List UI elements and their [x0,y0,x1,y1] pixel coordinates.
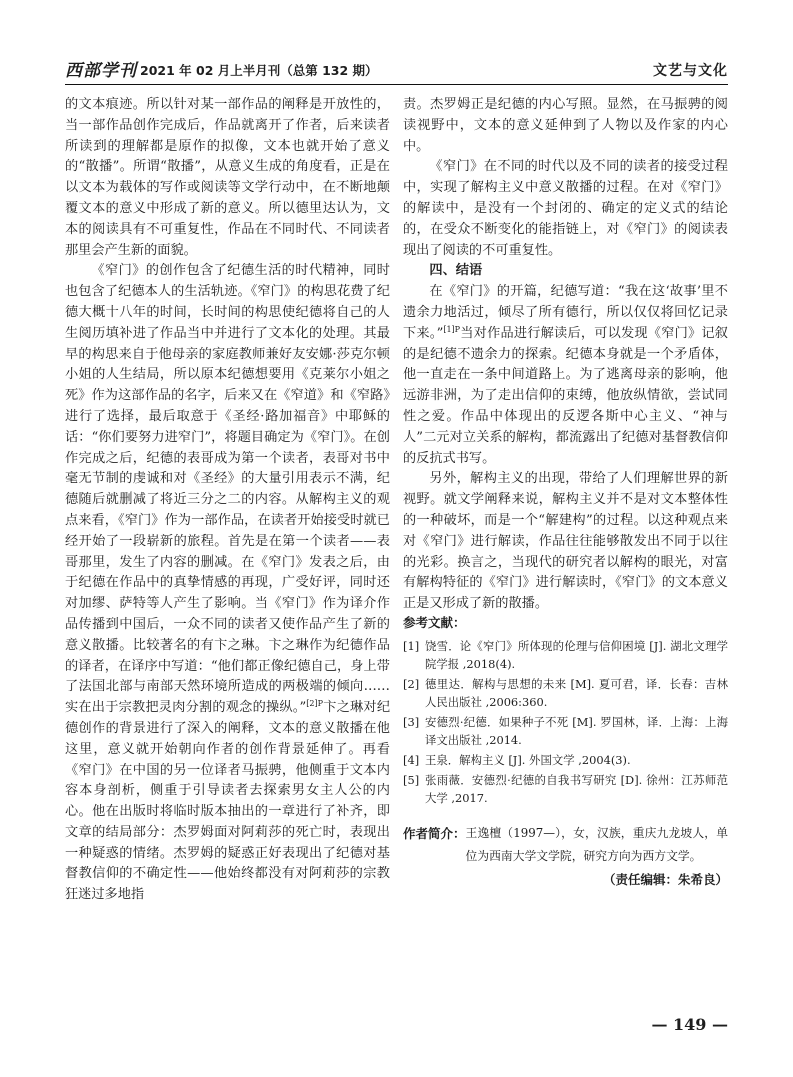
reference-text: 饶雪．论《窄门》所体现的伦理与信仰困境 [J]. 湖北文理学院学报 ,2018(4). [425,639,728,671]
reference-item [403,637,728,673]
section-heading: 四、结语 [429,263,483,279]
header-journal-info [65,60,378,82]
reference-text: 德里达．解构与思想的未来 [M]. 夏可君，译．长春：吉林人民出版社 ,2006:360. [425,677,728,709]
reference-item [403,713,728,749]
issue-info: 2021 年 02 月上半月刊（总第 132 期） [140,63,378,78]
section-name: 文艺与文化 [653,63,728,79]
references-title: 参考文献： [403,615,466,630]
running-header [65,56,728,82]
left-column [65,95,390,906]
reference-number: [1] [403,639,420,653]
reference-item [403,771,728,807]
paragraph [403,282,728,469]
paragraph: 责。杰罗姆正是纪德的内心写照。显然，在马振骋的阅读视野中，文本的意义延伸到了人物以及作家的内心中。 [403,97,728,154]
citation-superscript: [2]P [306,699,324,709]
paragraph: 《窄门》在不同的时代以及不同的读者的接受过程中，实现了解构主义中意义散播的过程。在对《窄门》的解读中，是没有一个封闭的、确定的定义式的结论的，在受众不断变化的能指链上，对《窄门》的阅读表现出了阅读的不可重复性。 [403,159,728,258]
author-bio-text: 王逸檀（1997—），女，汉族，重庆九龙坡人，单位为西南大学文学院，研究方向为西方文学。 [465,826,728,863]
references-section [403,612,728,809]
journal-logo: 西部学刊 [65,61,137,81]
reference-item [403,751,728,769]
reference-number: [2] [403,677,420,691]
responsible-editor: （责任编辑：朱希良） [602,872,728,887]
reference-item [403,675,728,711]
reference-text: 安德烈·纪德．如果种子不死 [M]. 罗国林，译．上海：上海译文出版社 ,2014. [425,715,728,747]
reference-text: 张雨薇．安德烈·纪德的自我书写研究 [D]. 徐州：江苏师范大学 ,2017. [425,773,728,805]
header-divider [65,84,728,85]
paragraph [65,261,390,906]
paragraph-text: 卞之琳对纪德创作的背景进行了深入的阐释，文本的意义散播在他这里，意义就开始朝向作者的创作背景延伸了。再看《窄门》在中国的另一位译者马振骋，他侧重于文本内容本身剖析，侧重于引导读者去探索男女主人公的内心。他在出版时将临时版本抽出的一章进行了补齐，即文章的结局部分：杰罗姆面对阿莉莎的死亡时，表现出一种疑惑的情绪。杰罗姆的疑惑正好表现出了纪德对基督教信仰的不确定性——他始终都没有对阿莉莎的宗教狂迷过多地指 [65,700,391,903]
paragraph-text: 在《窄门》的开篇，纪德写道：“我在这‘故事’里不遗余力地活过，倾尽了所有德行，所以仅仅将回忆记录下来。” [403,284,728,341]
reference-number: [4] [403,753,420,767]
paragraph: 另外，解构主义的出现，带给了人们理解世界的新视野。就文学阐释来说，解构主义并不是对文本整体性的一种破坏，而是一个“解建构”的过程。以这种观点来对《窄门》进行解读，作品往往能够散发出不同于以往的光彩。换言之，当现代的研究者以解构的眼光，对富有解构特征的《窄门》进行解读时，《窄门》的文本意义正是又形成了新的散播。 [403,471,728,612]
paragraph-text: 当对作品进行解读后，可以发现《窄门》记叙的是纪德不遗余力的探索。纪德本身就是一个矛盾体，他一直走在一条中间道路上。为了逃离母亲的影响，他远游非洲，为了走出信仰的束缚，他放纵情欲，尝试同性之爱。作品中体现出的反逻各斯中心主义、“神与人”二元对立关系的解构，都流露出了纪德对基督教信仰的反抗式书写。 [403,325,728,466]
citation-superscript: [1]P [443,324,461,334]
paragraph-text: 《窄门》的创作包含了纪德生活的时代精神，同时也包含了纪德本人的生活轨迹。《窄门》的构思花费了纪德大概十八年的时间，长时间的构思使纪德将自己的人生阅历填补进了作品当中并进行了文本化的处理。其最早的构思来自于他母亲的家庭教师兼好友安娜·莎克尔顿小姐的人生结局，所以原本纪德想要用《克莱尔小姐之死》作为这部作品的名字，后来又在《窄道》和《窄路》进行了选择，最后取意于《圣经·路加福音》中耶稣的话：“你们要努力进窄门”，将题目确定为《窄门》。在创作完成之后，纪德的表哥成为第一个读者，表哥对书中毫无节制的虔诚和对《圣经》的大量引用表示不满，纪德随后就删减了将近三分之二的内容。从解构主义的观点来看，《窄门》作为一部作品，在读者开始接受时就已经开始了一段崭新的旅程。首先是在第一个读者——表哥那里，发生了内容的删减。在《窄门》发表之后，由于纪德在作品中的真挚情感的再现，广受好评，同时还对加缪、萨特等人产生了影响。当《窄门》作为译介作品传播到中国后，一众不同的读者又使作品产生了新的意义散播。比较著名的有卞之琳。卞之琳作为纪德作品的译者，在译序中写道：“他们都正像纪德自己，身上带了法国北部与南部天然环境所造成的两极端的倾向……实在出于宗教把灵肉分割的观念的操纵。” [65,263,390,716]
paragraph: 的文本痕迹。所以针对某一部作品的阐释是开放性的，当一部作品创作完成后，作品就离开了作者，后来读者所读到的理解都是原作的拟像，文本也就开始了意义的“散播”。所谓“散播”，从意义生成的角度看，正是在以文本为载体的写作或阅读等文学行动中，在不断地颠覆文本的意义中形成了新的意义。所以德里达认为，文本的阅读具有不可重复性，作品在不同时代、不同读者那里会产生新的面貌。 [65,97,390,258]
page-number: — 149 — [651,1015,728,1034]
author-bio-label: 作者简介： [403,826,466,841]
reference-text: 王泉．解构主义 [J]. 外国文学 ,2004(3). [425,753,631,767]
author-bio [403,822,728,868]
reference-number: [5] [403,773,420,787]
right-column [403,95,728,615]
reference-number: [3] [403,715,420,729]
